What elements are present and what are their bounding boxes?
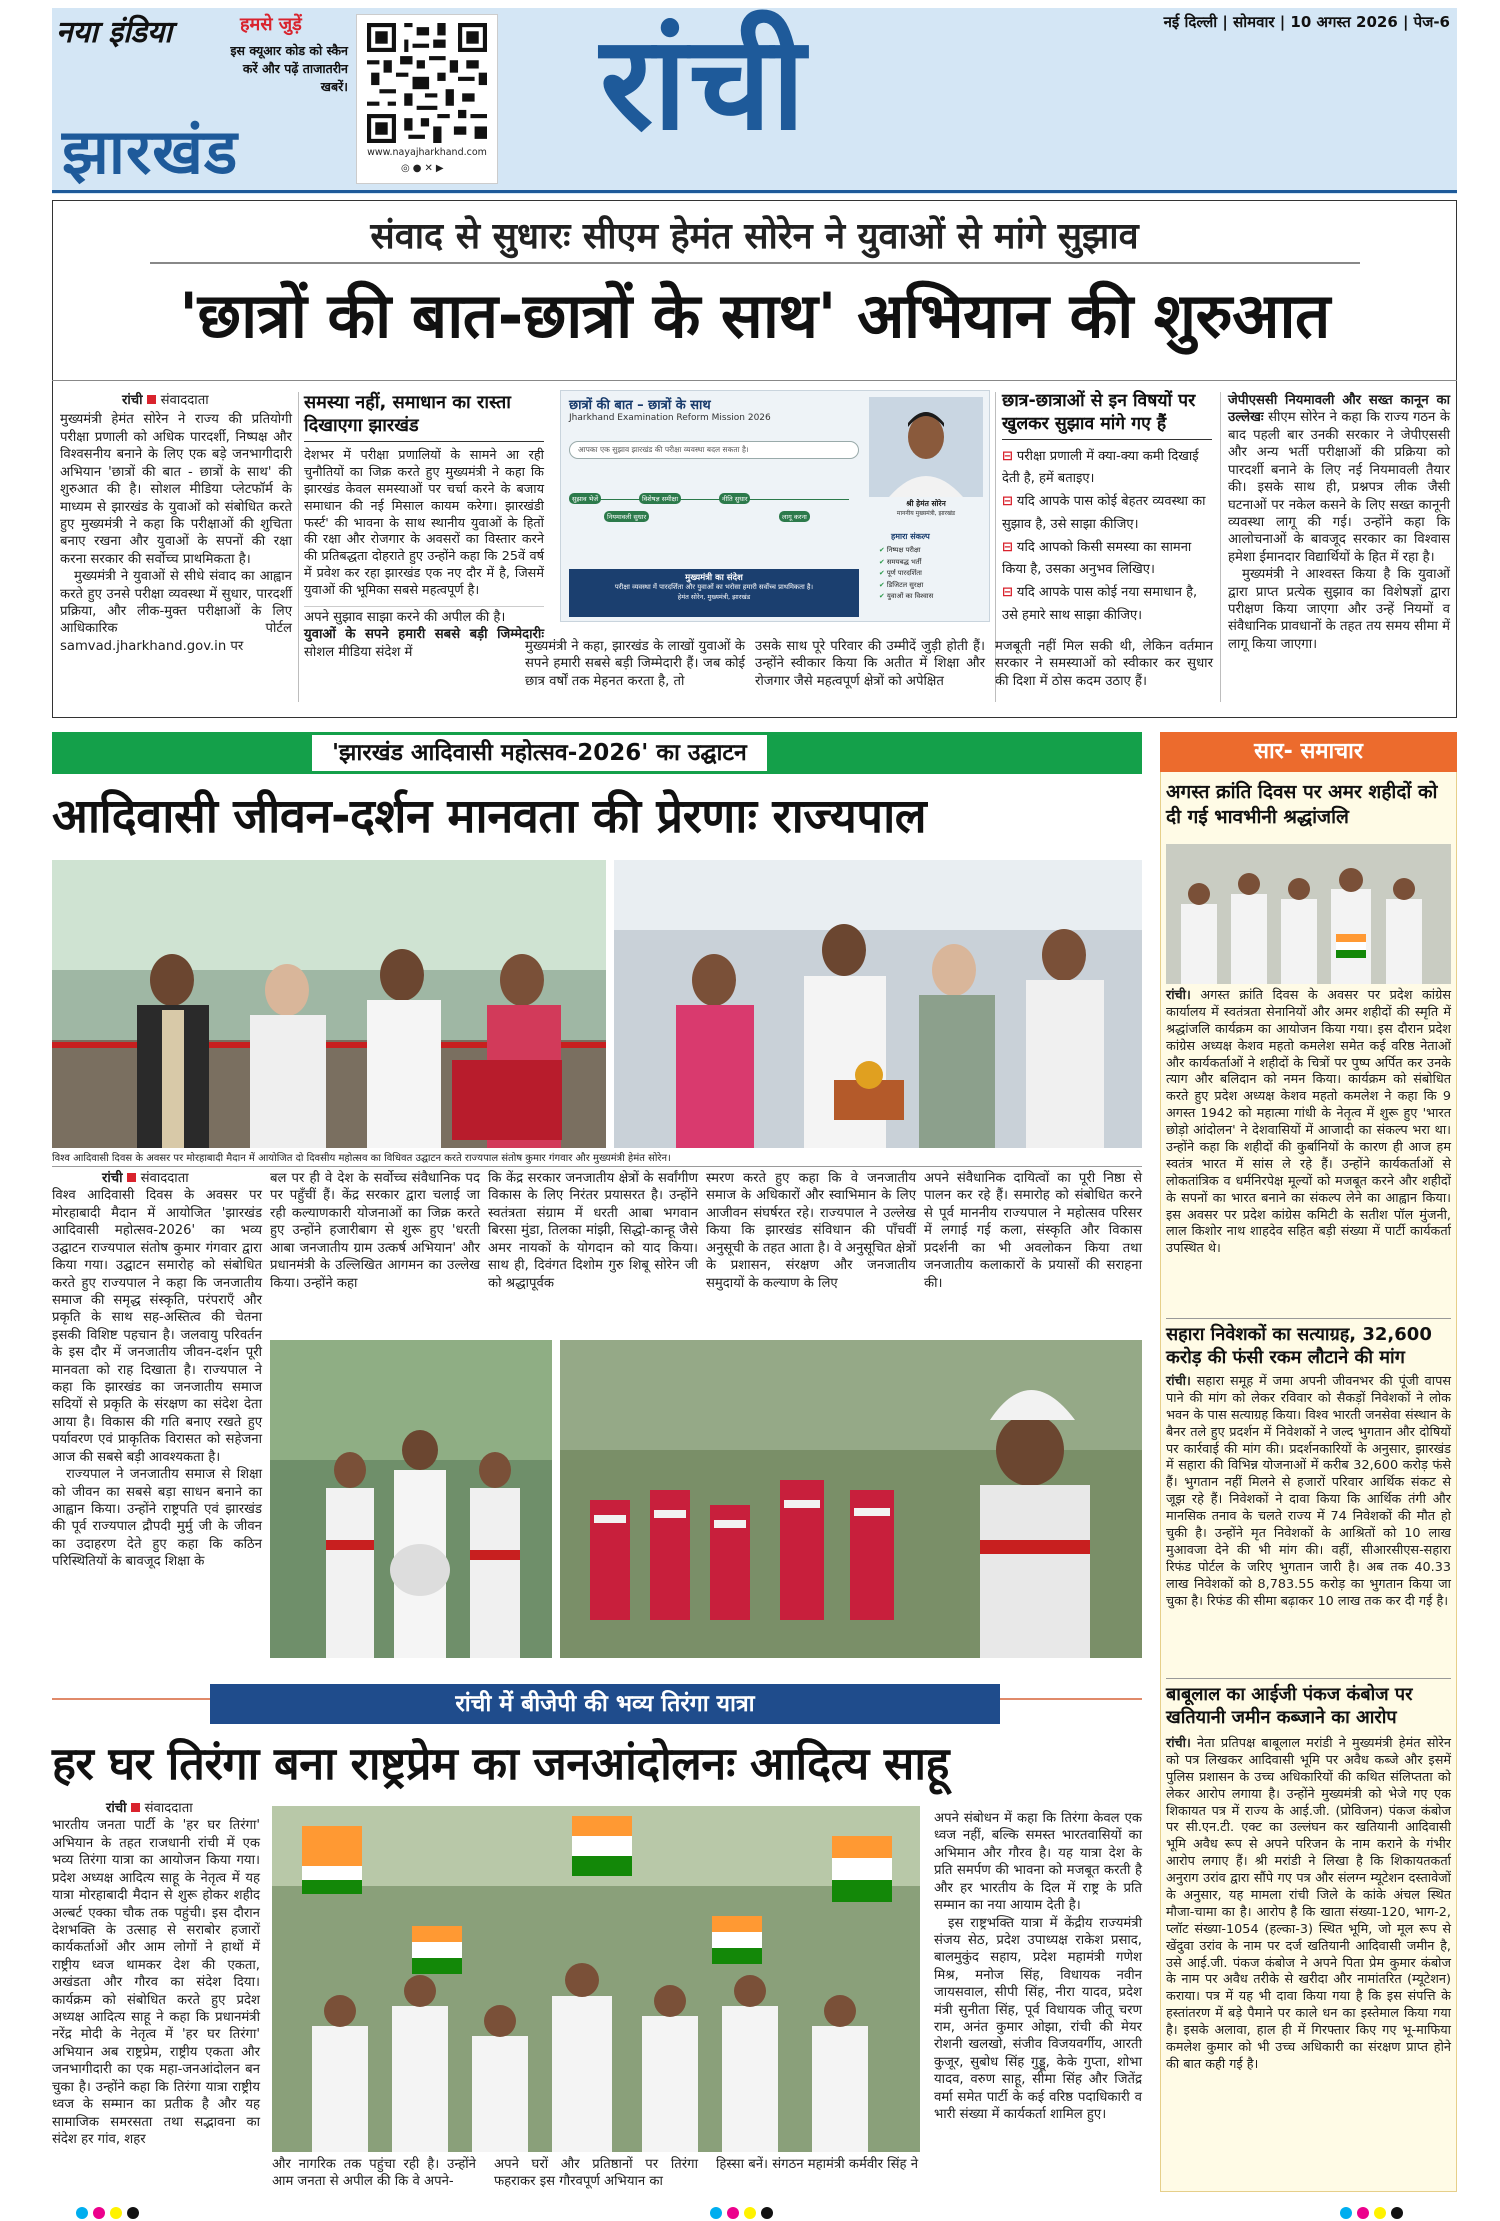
lead-sub2: युवाओं के सपने हमारी सबसे बड़ी जिम्मेदारीः xyxy=(304,627,544,643)
message-sign: हेमंत सोरेन, मुख्यमंत्री, झारखंड xyxy=(677,592,751,601)
registration-marks xyxy=(76,2204,176,2218)
tiranga-col4: हिस्सा बनें। संगठन महामंत्री कर्मवीर सिंह ने xyxy=(716,2157,919,2172)
lead-col4 xyxy=(1002,390,1212,628)
festival-headline: आदिवासी जीवन-दर्शन मानवता की प्रेरणाः राज्यपाल xyxy=(52,789,927,844)
lead-headline-rule xyxy=(52,380,1457,381)
resolve-item: ✔ पूर्ण पारदर्शिता xyxy=(879,569,922,578)
lead-byline: रांची संवाददाता xyxy=(122,393,209,408)
festival-col1b-text: राज्यपाल ने जनजातीय समाज से शिक्षा को जीवन का सबसे बड़ा साधन बनाने का आह्वान किया। उन्होंने राष्ट्रपति एवं झारखंड की पूर्व राज्यपाल द्रौपदी मुर्मु जी के जीवन का उदाहरण देते हुए कहा कि कठिन परिस्थितियों के बावजूद शिक्षा के xyxy=(52,1467,262,1570)
checklist-item: ⊟ यदि आपको किसी समस्या का सामना किया है, उसका अनुभव लिखिए। xyxy=(1002,539,1192,578)
infographic-subtitle: Jharkhand Examination Reform Mission 2026 xyxy=(569,413,771,423)
tiranga-col5b-text: इस राष्ट्रभक्ति यात्रा में केंद्रीय राज्यमंत्री संजय सेठ, प्रदेश उपाध्यक्ष राकेश प्रसाद, बालमुकुंद सहाय, प्रदेश महामंत्री गणेश मिश्र, मनोज सिंह, विधायक नवीन जायसवाल, सीपी सिंह, नीरा यादव, प्रदेश मंत्री सुनीता सिंह, पूर्व विधायक जीतू चरण राम, अनंत कुमार ओझा, रांची की मेयर रोशनी खलखो, संजीव विजयवर्गीय, आरती कुजूर, सुबोध सिंह गुड्डू, केके गुप्ता, शोभा यादव, वरुण साहू, सीमा सिंह और जितेंद्र वर्मा समेत पार्टी के कई वरिष्ठ पदाधिकारी व भारी संख्या में कार्यकर्ता शामिल हुए। xyxy=(934,1915,1142,2123)
lead-col3b: मुख्यमंत्री ने कहा, झारखंड के लाखों युवाओं के सपने हमारी सबसे बड़ी जिम्मेदारी हैं। जब कोई छात्र वर्षों तक मेहनत करता है, तो xyxy=(525,639,745,689)
festival-col5: अपने संवैधानिक दायित्वों का पूरी निष्ठा से पालन कर रहे हैं। समारोह को संबोधित करने से पूर्व माननीय राज्यपाल ने महोत्सव परिसर में लगाई गई कला, संस्कृति और विकास प्रदर्शनी का भी अवलोकन किया तथा जनजातीय कलाकारों के प्रयासों की सराहना की। xyxy=(924,1171,1142,1291)
flow-step: नियमावली सुधार xyxy=(604,511,649,522)
qr-panel[interactable] xyxy=(356,14,498,184)
tiranga-col1 xyxy=(52,1800,260,2148)
lead-col1-text: मुख्यमंत्री हेमंत सोरेन ने राज्य की प्रतियोगी परीक्षा प्रणाली को अधिक पारदर्शी, निष्पक्ष और विश्वसनीय बनाने के लिए एक बड़े जनभागीदारी अभियान 'छात्रों की बात - छात्रों के साथ' की शुरुआत की है। सोशल मीडिया प्लेटफॉर्म के माध्यम से झारखंड के युवाओं को संबोधित करते हुए मुख्यमंत्री ने कहा कि परीक्षाओं की शुचिता बनाए रखना और युवाओं के सपनों की रक्षा करना सरकार की सर्वोच्च प्राथमिकता है। xyxy=(60,412,292,567)
story-body: अगस्त क्रांति दिवस के अवसर पर प्रदेश कांग्रेस कार्यालय में स्वतंत्रता सेनानियों और अमर शहीदों की स्मृति में श्रद्धांजलि कार्यक्रम का आयोजन किया गया। इस दौरान प्रदेश कांग्रेस अध्यक्ष केशव महतो कमलेश समेत कई वरिष्ठ नेताओं और कार्यकर्ताओं ने शहीदों के चित्रों पर पुष्प अर्पित कर उनके त्याग और बलिदान को नमन किया। कार्यक्रम को संबोधित करते हुए प्रदेश अध्यक्ष केशव महतो कमलेश ने कहा कि 9 अगस्त 1942 को महात्मा गांधी के नेतृत्व में शुरू हुए 'भारत छोड़ो आंदोलन' ने देशवासियों में आजादी का संकल्प भरा था। उन्होंने कहा कि शहीदों की कुर्बानियों के कारण ही आज हम स्वतंत्र भारत में सांस ले रहे हैं। उन्होंने कार्यकर्ताओं से लोकतांत्रिक व धर्मनिरपेक्ष मूल्यों को मजबूत करने और शहीदों के सपनों का भारत बनाने का संकल्प लेने का आह्वान किया। इस अवसर पर प्रदेश कांग्रेस कमिटी के सतीश पॉल मुंजनी, लाल किशोर नाथ शाहदेव सहित बड़ी संख्या में पार्टी कार्यकर्ता उपस्थित थे। xyxy=(1166,988,1451,1257)
sidebar-story1-text xyxy=(1166,988,1451,1258)
sidebar-story3-headline: बाबूलाल का आईजी पंकज कंबोज पर खतियानी जमीन कब्जाने का आरोप xyxy=(1166,1678,1451,1730)
lead-col2c xyxy=(304,626,544,661)
lead-kicker-rule xyxy=(150,262,1360,264)
sidebar-story2-text xyxy=(1166,1374,1451,1610)
lead-col2-text: देशभर में परीक्षा प्रणालियों के सामने आ रही चुनौतियों का जिक्र करते हुए मुख्यमंत्री ने कहा कि झारखंड केवल समस्याओं पर चर्चा करने के बजाय समाधान की नई मिसाल कायम करेगा। झारखंडी फर्स्ट' की भावना के साथ स्थानीय युवाओं के हितों की रक्षा और रोजगार के अवसरों का विस्तार करने की प्रतिबद्धता दोहराते हुए उन्होंने कहा कि 25वें वर्ष में प्रवेश कर रहा झारखंड एक नए दौर में है, जिसमें युवाओं की भूमिका सबसे महत्वपूर्ण है। xyxy=(304,448,544,599)
lead-sub1: समस्या नहीं, समाधान का रास्ता दिखाएगा झारखंड xyxy=(304,392,544,442)
tiranga-byline: रांची संवाददाता xyxy=(106,1801,193,1816)
person-role: माननीय मुख्यमंत्री, झारखंड xyxy=(896,510,956,517)
flow-step: सुझाव भेजें xyxy=(569,493,601,504)
festival-photo-2 xyxy=(614,860,1142,1148)
flow-step: नीति सुधार xyxy=(719,493,750,504)
city-title: रांची xyxy=(600,7,808,159)
infographic-search[interactable]: आपका एक सुझाव झारखंड की परीक्षा व्यवस्था बदल सकता है। xyxy=(569,441,859,459)
festival-photo-3-image xyxy=(270,1340,552,1658)
story-place: रांची। xyxy=(1166,988,1191,1003)
resolve-item: ✔ समयबद्ध भर्ती xyxy=(879,557,922,566)
lead-col1 xyxy=(60,392,292,655)
checklist-item: ⊟ यदि आपके पास कोई बेहतर व्यवस्था का सुझाव है, उसे साझा कीजिए। xyxy=(1002,494,1206,532)
festival-banner xyxy=(52,732,1142,774)
sidebar-story1-photo-image xyxy=(1166,844,1451,984)
festival-photo-2-image xyxy=(614,860,1142,1148)
checklist-item: ⊟ परीक्षा प्रणाली में क्या-क्या कमी दिखाई देती है, हमें बताइए। xyxy=(1002,448,1199,487)
resolve-item: ✔ निष्पक्ष परीक्षा xyxy=(879,546,921,554)
infographic xyxy=(560,390,990,622)
divider xyxy=(298,392,299,702)
divider xyxy=(52,1166,1142,1167)
festival-banner-text: 'झारखंड आदिवासी महोत्सव-2026' का उद्घाटन xyxy=(312,735,767,771)
connect-text: इस क्यूआर कोड को स्कैन करें और पढ़ें ताजातरीन खबरें। xyxy=(230,43,348,95)
resolve-title: हमारा संकल्प xyxy=(891,532,930,541)
lead-headline: 'छात्रों की बात-छात्रों के साथ' अभियान की शुरुआत xyxy=(179,279,1330,352)
qr-url[interactable]: www.nayajharkhand.com xyxy=(367,147,487,158)
tiranga-col3: अपने घरों और प्रतिष्ठानों पर तिरंगा फहराकर इस गौरवपूर्ण अभियान का xyxy=(494,2157,698,2190)
tiranga-col5-text: अपने संबोधन में कहा कि तिरंगा केवल एक ध्वज नहीं, बल्कि समस्त भारतवासियों का अभिमान और गौरव है। यह यात्रा देश के प्रति समर्पण की भावना को मजबूत करती है और हर भारतीय के दिल में राष्ट्र के प्रति सम्मान का नया आयाम देती है। xyxy=(934,1811,1142,1914)
lead-col5 xyxy=(1228,392,1450,653)
tiranga-col2: और नागरिक तक पहुंचा रही है। उन्होंने आम जनता से अपील की कि वे अपने- xyxy=(272,2157,476,2190)
registration-marks-right xyxy=(1340,2204,1440,2218)
qr-code-icon[interactable] xyxy=(367,23,487,143)
lead-sub3: छात्र-छात्राओं से इन विषयों पर खुलकर सुझाव मांगे गए हैं xyxy=(1002,390,1212,440)
dateline: नई दिल्ली | सोमवार | 10 अगस्त 2026 | पेज-6 xyxy=(1163,13,1450,31)
festival-col3: कि केंद्र सरकार जनजातीय क्षेत्रों के सर्वांगीण विकास के लिए निरंतर प्रयासरत है। उन्होंने स्वतंत्रता संग्राम में धरती आबा भगवान बिरसा मुंडा, तिलका मांझी, सिद्धो-कान्हू जैसे अमर नायकों के योगदान को याद किया। साथ ही, दिवंगत दिशोम गुरु शिबू सोरेन जी को श्रद्धापूर्वक xyxy=(488,1171,698,1291)
lead-col4b: उसके साथ पूरे परिवार की उम्मीदें जुड़ी होती हैं। उन्होंने स्वीकार किया कि अतीत में शिक्षा और रोजगार जैसे महत्वपूर्ण क्षेत्रों को अपेक्षित xyxy=(755,639,985,689)
festival-byline: रांची संवाददाता xyxy=(102,1171,189,1186)
lead-col1b-text: मुख्यमंत्री ने युवाओं से सीधे संवाद का आह्वान करते हुए उनसे परीक्षा व्यवस्था में सुधार, पारदर्शी प्रक्रिया, और लीक-मुक्त परीक्षाओं के लिए आधिकारिक पोर्टल samvad.jharkhand.gov.in पर xyxy=(60,569,292,654)
tiranga-col1-text: भारतीय जनता पार्टी के 'हर घर तिरंगा' अभियान के तहत राजधानी रांची में एक भव्य तिरंगा यात्रा का आयोजन किया गया। प्रदेश अध्यक्ष आदित्य साहू के नेतृत्व में यह यात्रा मोरहाबादी मैदान से शुरू होकर शहीद अल्बर्ट एक्का चौक तक पहुंची। इस दौरान देशभक्ति के उत्साह से सराबोर हजारों कार्यकर्ताओं और आम लोगों ने हाथों में राष्ट्रीय ध्वज थामकर देश की एकता, अखंडता और गौरव का संदेश दिया। कार्यक्रम को संबोधित करते हुए प्रदेश अध्यक्ष आदित्य साहू ने कहा कि प्रधानमंत्री नरेंद्र मोदी के नेतृत्व में 'हर घर तिरंगा' अभियान अब राष्ट्रप्रेम, राष्ट्रीय एकता और जनभागीदारी का एक महा-जनआंदोलन बन चुका है। उन्होंने कहा कि तिरंगा यात्रा राष्ट्रीय ध्वज के सम्मान का प्रतीक है और यह सामाजिक समरसता तथा सद्भावना का संदेश हर गांव, शहर xyxy=(52,1818,260,2148)
lead-col4c: मजबूती नहीं मिल सकी थी, लेकिन वर्तमान सरकार ने समस्याओं को स्वीकार कर सुधार की दिशा में ठोस कदम उठाए हैं। xyxy=(995,639,1213,689)
festival-photo-1-image xyxy=(52,860,606,1148)
lead-kicker: संवाद से सुधारः सीएम हेमंत सोरेन ने युवाओं से मांगे सुझाव xyxy=(370,216,1139,257)
story-place: रांची। xyxy=(1166,1374,1191,1389)
sidebar-story1-photo xyxy=(1166,844,1451,984)
lead-col5b-text: मुख्यमंत्री ने आश्वस्त किया है कि युवाओं द्वारा प्राप्त प्रत्येक सुझाव का विशेषज्ञों द्वारा परीक्षण किया जाएगा और उन्हें नियमों व संवैधानिक प्रावधानों के तहत तय समय सीमा में लागू किया जाएगा। xyxy=(1228,567,1450,652)
sidebar-story1-headline: अगस्त क्रांति दिवस पर अमर शहीदों को दी गई भावभीनी श्रद्धांजलि xyxy=(1166,781,1438,828)
checklist xyxy=(1002,446,1212,628)
festival-col4: स्मरण करते हुए कहा कि वे जनजातीय समाज के अधिकारों और स्वाभिमान के लिए आजीवन संघर्षरत रहे। राज्यपाल ने उल्लेख किया कि झारखंड संविधान की पाँचवीं अनुसूची के तहत आता है। वे अनुसूचित क्षेत्रों के प्रशासन, संरक्षण और जनजातीय समुदायों के कल्याण के लिए xyxy=(706,1171,916,1291)
tiranga-col5 xyxy=(934,1810,1142,2124)
cm-portrait-image xyxy=(869,397,983,497)
festival-caption: विश्व आदिवासी दिवस के अवसर पर मोरहाबादी मैदान में आयोजित दो दिवसीय महोत्सव का विधिवत उद्घाटन करते राज्यपाल संतोष कुमार गंगवार और मुख्यमंत्री हेमंत सोरेन। xyxy=(52,1153,671,1164)
resolve-item: ✔ युवाओं का विश्वास xyxy=(879,592,934,601)
lead-col2b-text: अपने सुझाव साझा करने की अपील की है। xyxy=(304,606,544,626)
tiranga-banner xyxy=(210,1684,1000,1724)
infographic-flow xyxy=(569,487,859,527)
tiranga-headline: हर घर तिरंगा बना राष्ट्रप्रेम का जनआंदोलनः आदित्य साहू xyxy=(52,1737,949,1790)
flow-step: लागू करना xyxy=(779,511,810,522)
resolve-item: ✔ डिजिटल सुरक्षा xyxy=(879,580,924,589)
connect-title: हमसे जुड़ें xyxy=(240,14,302,35)
sidebar-story3-text xyxy=(1166,1736,1451,2074)
sidebar-title: सार- समाचार xyxy=(1160,732,1457,772)
festival-col2: बल पर ही वे देश के सर्वोच्च संवैधानिक पद पर पहुँचीं हैं। केंद्र सरकार द्वारा चलाई जा रही कल्याणकारी योजनाओं का जिक्र करते हुए उन्होंने हजारीबाग से शुरू हुए 'धरती आबा जनजातीय ग्राम उत्कर्ष अभियान' और प्रधानमंत्री के उल्लिखित आगमन का उल्लेख किया। उन्होंने कहा xyxy=(270,1171,480,1291)
festival-col1-text: विश्व आदिवासी दिवस के अवसर पर मोरहाबादी मैदान में आयोजित 'झारखंड आदिवासी महोत्सव-2026' का भव्य उद्घाटन राज्यपाल संतोष कुमार गंगवार द्वारा किया गया। उद्घाटन समारोह को संबोधित करते हुए राज्यपाल ने कहा कि जनजातीय समाज की समृद्ध संस्कृति, परंपराएँ और प्रकृति के साथ सह-अस्तित्व की चेतना इसकी विशिष्ट पहचान है। जलवायु परिवर्तन के इस दौर में जनजातीय जीवन-दर्शन पूरी मानवता को राह दिखाता है। राज्यपाल ने कहा कि झारखंड का जनजातीय समाज सदियों से प्रकृति के संरक्षण का संदेश देता आया है। विकास की गति बनाए रखते हुए पर्यावरण एवं प्राकृतिक विरासत को सहेजना आज की सबसे बड़ी आवश्यकता है। xyxy=(52,1188,262,1465)
story-body: सहारा समूह में जमा अपनी जीवनभर की पूंजी वापस पाने की मांग को लेकर रविवार को सैकड़ों निवेशकों ने लोक भवन के पास सत्याग्रह किया। विश्व भारती जनसेवा संस्थान के बैनर तले हुए प्रदर्शन में निवेशकों ने जल्द भुगतान और दोषियों पर कार्रवाई की मांग की। प्रदर्शनकारियों के अनुसार, झारखंड में सहारा की विभिन्न योजनाओं में करीब 32,600 करोड़ फंसे हैं। भुगतान नहीं मिलने से हजारों परिवार आर्थिक संकट से जूझ रहे हैं। निवेशकों ने दावा किया कि आर्थिक तंगी और मानसिक तनाव के चलते राज्य में 74 निवेशकों की मौत हो चुकी है। उन्होंने मृत निवेशकों के आश्रितों को 10 लाख मुआवजा देने की भी मांग की। वहीं, सीआरसीएस-सहारा रिफंड पोर्टल के जरिए भुगतान जारी है। अब तक 40.33 लाख निवेशकों को 8,783.55 करोड़ का भुगतान किया जा चुका है। रिफंड की सीमा बढ़ाकर 10 लाख तक कर दी गई है। xyxy=(1166,1374,1451,1609)
festival-photo-3 xyxy=(270,1340,552,1658)
lead-sub4: जेपीएससी नियमावली और सख्त कानून का उल्लेखः xyxy=(1228,393,1450,426)
lead-col2 xyxy=(304,392,544,661)
cm-portrait xyxy=(869,397,983,497)
message-title: मुख्यमंत्री का संदेश xyxy=(685,573,743,583)
person-name: श्री हेमंत सोरेन xyxy=(906,499,946,508)
lead-col2c-text: सोशल मीडिया संदेश में xyxy=(304,644,413,660)
festival-photo-4 xyxy=(560,1340,1142,1658)
flow-step: विशेषज्ञ समीक्षा xyxy=(639,493,681,504)
sidebar-story2-headline: सहारा निवेशकों का सत्याग्रह, 32,600 करोड़ की फंसी रकम लौटाने की मांग xyxy=(1166,1318,1451,1370)
tiranga-photo xyxy=(272,1806,920,2152)
x-icon[interactable]: ✕ xyxy=(424,163,436,174)
lead-col5-text: सीएम सोरेन ने कहा कि राज्य गठन के बाद पहली बार उनकी सरकार ने जेपीएससी और अन्य भर्ती परीक्षाओं की प्रक्रिया को पारदर्शी बनाने के लिए नई नियमावली तैयार की। इसके साथ ही, प्रश्नपत्र लीक जैसी घटनाओं पर नकेल कसने के लिए सख्त कानूनी व्यवस्था लागू की गई। उन्होंने कहा कि आलोचनाओं के बावजूद सरकार का विश्वास हमेशा ईमानदार विद्यार्थियों के हित में रहा है। xyxy=(1228,410,1450,565)
infographic-title: छात्रों की बात – छात्रों के साथ xyxy=(569,398,711,413)
youtube-icon[interactable]: ▶ xyxy=(435,163,447,174)
social-icons xyxy=(401,163,447,174)
resolve-list xyxy=(879,545,933,603)
message-text: परीक्षा व्यवस्था में पारदर्शिता और युवाओं का भरोसा हमारी सर्वोच्च प्राथमिकता है। xyxy=(614,583,814,591)
festival-photo-1 xyxy=(52,860,606,1148)
story-body: नेता प्रतिपक्ष बाबूलाल मरांडी ने मुख्यमंत्री हेमंत सोरेन को पत्र लिखकर आदिवासी भूमि पर अवैध कब्जे और इसमें पुलिस प्रशासन के उच्च अधिकारियों की कथित संलिप्तता को लेकर आरोप लगाया है। उन्होंने मुख्यमंत्री को भेजे गए एक शिकायत पत्र में राज्य के आई.जी. (प्रोविजन) पंकज कंबोज पर सी.एन.टी. एक्ट का उल्लंघन कर खतियानी आदिवासी भूमि अवैध रूप से अपने परिजन के नाम कराने के गंभीर आरोप लगाए हैं। श्री मरांडी ने लिखा है कि शिकायतकर्ता अनुराग उरांव द्वारा सौंपे गए पत्र और संलग्न म्यूटेशन दस्तावेजों के अनुसार, यह मामला रांची जिले के कांके अंचल स्थित मौजा-चामा का है। आरोप है कि खाता संख्या-120, भाग-2, प्लॉट संख्या-1054 (हल्का-3) स्थित भूमि, जो मूल रूप से खेंदुवा उरांव के नाम पर दर्ज खतियानी आदिवासी जमीन है, उसे आई.जी. पंकज कंबोज ने अपने पिता प्रेम कुमार कंबोज के नाम पर अवैध तरीके से खरीदा और नामांतरित (म्यूटेशन) कराया। पत्र में यह भी दावा किया गया है कि इस संपत्ति के हस्तांतरण में बड़े पैमाने पर काले धन का इस्तेमाल किया गया है। इसके अलावा, हाल ही में गिरफ्तार किए गए भू-माफिया कमलेश कुमार को भी उच्च अधिकारी का संरक्षण प्राप्त होने की बात कही गई है। xyxy=(1166,1736,1451,2072)
state-name: झारखंड xyxy=(62,115,239,188)
brand-logo[interactable]: नया इंडिया xyxy=(56,15,172,50)
facebook-icon[interactable]: ● xyxy=(412,163,425,174)
divider xyxy=(1220,392,1221,702)
tiranga-photo-image xyxy=(272,1806,920,2152)
checklist-item: ⊟ यदि आपके पास कोई नया समाधान है, उसे हमारे साथ साझा कीजिए। xyxy=(1002,585,1198,623)
infographic-message xyxy=(569,569,859,617)
festival-photo-4-image xyxy=(560,1340,1142,1658)
instagram-icon[interactable]: ◎ xyxy=(401,163,413,174)
festival-col1 xyxy=(52,1170,262,1571)
story-place: रांची। xyxy=(1166,1736,1191,1751)
tiranga-banner-text: रांची में बीजेपी की भव्य तिरंगा यात्रा xyxy=(455,1691,755,1717)
registration-marks-mid xyxy=(710,2204,810,2218)
masthead-bottom-rule xyxy=(52,190,1457,193)
